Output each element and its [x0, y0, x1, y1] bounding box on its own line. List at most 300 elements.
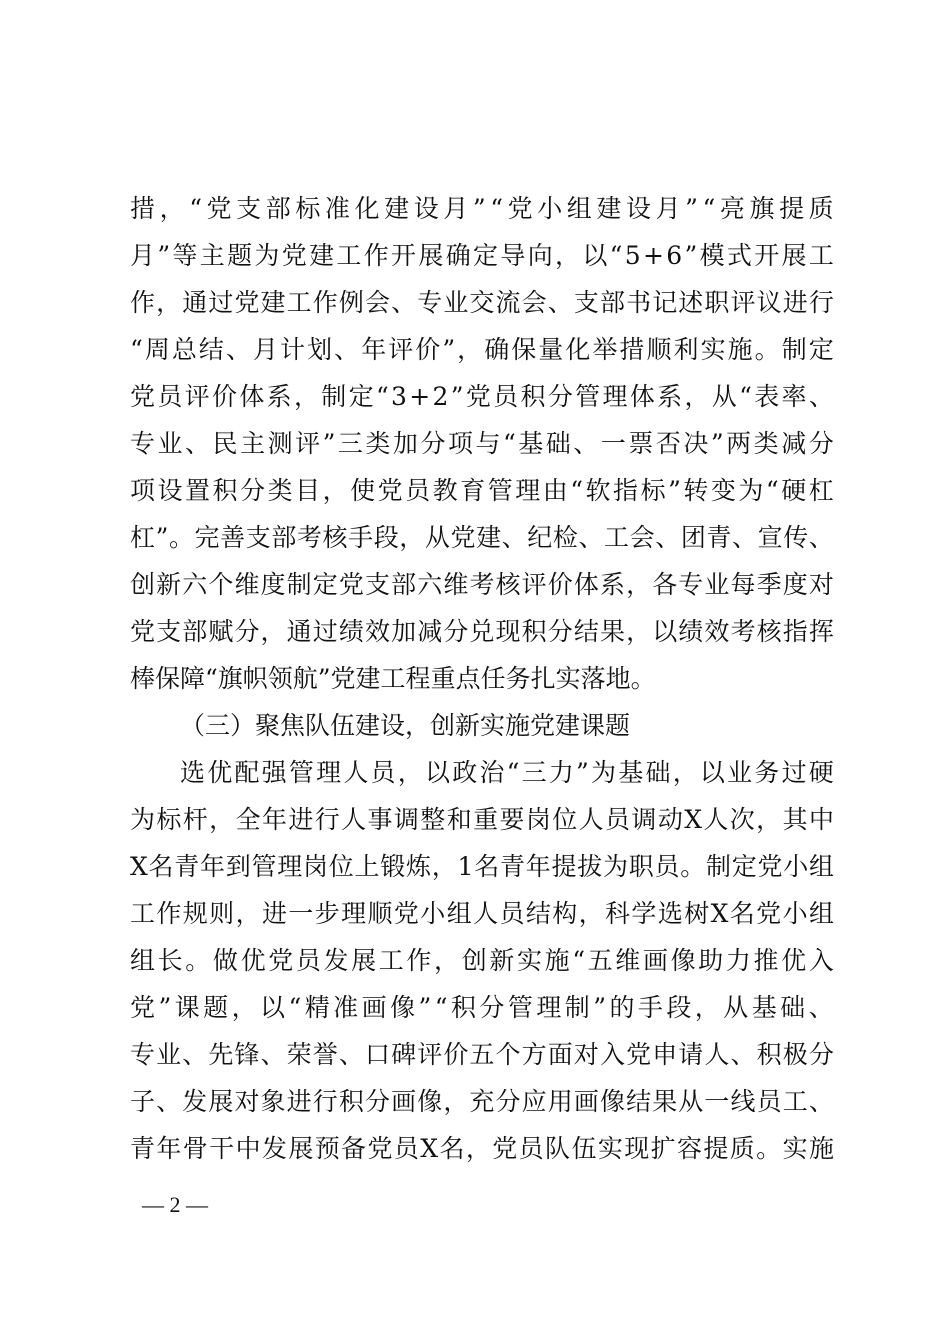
glyph: 面 — [547, 1040, 573, 1069]
glyph: 积 — [450, 993, 476, 1022]
glyph: 则 — [209, 899, 235, 928]
glyph: 选 — [180, 758, 206, 787]
glyph: 育 — [460, 476, 486, 505]
glyph: X — [130, 852, 148, 881]
glyph: 配 — [234, 758, 260, 787]
glyph: 评 — [184, 382, 210, 411]
glyph: “ — [434, 993, 448, 1022]
glyph: 名 — [148, 852, 174, 881]
glyph: 人 — [578, 805, 604, 834]
glyph: 制 — [705, 852, 731, 881]
glyph: 积 — [520, 382, 546, 411]
glyph: 三 — [521, 758, 547, 787]
glyph: 积 — [521, 617, 547, 646]
glyph: 重 — [473, 805, 499, 834]
glyph: 测 — [267, 429, 293, 458]
glyph: 调 — [393, 805, 419, 834]
glyph: 兑 — [469, 617, 495, 646]
glyph: 分 — [808, 429, 834, 458]
glyph: 顺 — [367, 899, 393, 928]
glyph: “ — [189, 194, 202, 223]
glyph: 从 — [424, 523, 450, 552]
glyph: 先 — [208, 1040, 234, 1069]
glyph: 理 — [515, 476, 541, 505]
glyph: 月 — [130, 241, 156, 270]
glyph: 标 — [156, 805, 182, 834]
glyph: 炼 — [406, 852, 432, 881]
glyph: 流 — [495, 288, 521, 317]
glyph: 人 — [704, 1040, 730, 1069]
glyph: 积 — [212, 476, 238, 505]
glyph: ， — [465, 1134, 491, 1163]
glyph: “ — [739, 382, 752, 411]
glyph: 力 — [548, 758, 574, 787]
glyph: 人 — [341, 805, 367, 834]
glyph: 提 — [779, 194, 805, 223]
glyph: 议 — [756, 288, 782, 317]
glyph: 类 — [753, 429, 779, 458]
text-line — [130, 185, 834, 232]
glyph: 备 — [341, 1134, 367, 1163]
glyph: 分 — [479, 993, 505, 1022]
glyph: ” — [442, 335, 456, 364]
glyph: 小 — [783, 852, 809, 881]
glyph: ， — [156, 288, 182, 317]
glyph: 员 — [493, 382, 519, 411]
glyph: 工 — [604, 523, 630, 552]
glyph: 创 — [130, 570, 156, 599]
glyph: 减 — [781, 429, 807, 458]
glyph: 展 — [781, 241, 807, 270]
glyph: ， — [578, 899, 604, 928]
glyph: 、 — [730, 1040, 756, 1069]
glyph: 岗 — [525, 805, 551, 834]
glyph: 价 — [443, 1040, 469, 1069]
glyph: 1 — [457, 852, 474, 881]
glyph: 为 — [591, 758, 617, 787]
glyph: 设 — [625, 194, 651, 223]
glyph: 述 — [678, 288, 704, 317]
glyph: 段 — [666, 993, 692, 1022]
glyph: 每 — [730, 570, 756, 599]
glyph: 人 — [703, 805, 729, 834]
glyph: 实 — [700, 335, 726, 364]
glyph: 提 — [551, 852, 577, 881]
glyph: 施 — [808, 1134, 834, 1163]
glyph: 标 — [640, 476, 666, 505]
glyph: 构 — [552, 899, 578, 928]
glyph: 、 — [573, 429, 599, 458]
glyph: 从 — [723, 993, 749, 1022]
glyph: 以 — [424, 758, 450, 787]
glyph: 管 — [251, 852, 277, 881]
glyph: 制 — [286, 570, 312, 599]
glyph: 题 — [227, 241, 253, 270]
glyph: 以 — [260, 993, 286, 1022]
glyph: 杆 — [182, 805, 208, 834]
glyph: 。 — [756, 1134, 782, 1163]
glyph: 制 — [781, 335, 807, 364]
glyph: 赋 — [208, 617, 234, 646]
glyph: 、 — [260, 1040, 286, 1069]
glyph: 指 — [613, 476, 639, 505]
glyph: 员 — [654, 852, 680, 881]
glyph: 小 — [537, 194, 563, 223]
glyph: 口 — [364, 1040, 390, 1069]
glyph: + — [409, 382, 431, 411]
glyph: 锻 — [380, 852, 406, 881]
page-number: — 2 — — [142, 1192, 208, 1217]
text-line — [130, 1078, 834, 1125]
glyph: 化 — [354, 194, 380, 223]
glyph: 维 — [615, 946, 641, 975]
glyph: 一 — [600, 429, 626, 458]
glyph: 个 — [208, 570, 234, 599]
glyph: 总 — [171, 335, 197, 364]
glyph: 五 — [469, 1040, 495, 1069]
glyph: 价 — [415, 335, 441, 364]
glyph: 年 — [361, 335, 387, 364]
glyph: ， — [431, 852, 457, 881]
glyph: 善 — [220, 523, 246, 552]
glyph: 过 — [312, 617, 338, 646]
glyph: 否 — [655, 429, 681, 458]
text-line — [130, 232, 834, 279]
glyph: 人 — [343, 758, 369, 787]
glyph: 锋 — [234, 1040, 260, 1069]
glyph: 进 — [286, 1087, 312, 1116]
glyph: 分 — [443, 617, 469, 646]
glyph: 标 — [295, 194, 321, 223]
glyph: 创 — [461, 946, 487, 975]
glyph: 度 — [260, 570, 286, 599]
glyph: 画 — [573, 1087, 599, 1116]
glyph: 从 — [678, 1087, 704, 1116]
glyph: + — [642, 241, 664, 270]
glyph: 组 — [130, 946, 156, 975]
glyph: 通 — [182, 288, 208, 317]
glyph: ” — [158, 993, 172, 1022]
text-line — [130, 1125, 834, 1172]
glyph: 、 — [808, 993, 834, 1022]
glyph: 步 — [314, 899, 340, 928]
glyph: 绩 — [338, 617, 364, 646]
glyph: ， — [457, 335, 483, 364]
glyph: 拔 — [577, 852, 603, 881]
glyph: 础 — [780, 993, 806, 1022]
glyph: 行 — [312, 1087, 338, 1116]
glyph: 5 — [624, 241, 641, 270]
glyph: 管 — [507, 993, 533, 1022]
glyph: “ — [502, 429, 516, 458]
glyph: 业 — [157, 429, 183, 458]
glyph: 为 — [602, 852, 628, 881]
glyph: 理 — [277, 852, 303, 881]
glyph: 础 — [545, 429, 571, 458]
glyph: 党 — [338, 570, 364, 599]
glyph: 部 — [391, 570, 417, 599]
glyph: 建 — [476, 523, 502, 552]
glyph: 加 — [391, 617, 417, 646]
glyph: 和 — [446, 805, 472, 834]
glyph: 工 — [130, 899, 156, 928]
glyph: 硬 — [808, 758, 834, 787]
glyph: 实 — [516, 946, 542, 975]
glyph: 会 — [364, 288, 390, 317]
glyph: 过 — [208, 288, 234, 317]
glyph: 分 — [234, 617, 260, 646]
glyph: 体 — [629, 382, 655, 411]
glyph: 理 — [341, 899, 367, 928]
text-line — [130, 937, 834, 984]
section-heading: （三）聚焦队伍建设，创新实施党建课题 — [180, 711, 631, 740]
text-line — [130, 420, 834, 467]
glyph: ” — [710, 429, 724, 458]
glyph: 通 — [286, 617, 312, 646]
glyph: 顺 — [646, 335, 672, 364]
glyph: 模 — [699, 241, 725, 270]
glyph: 类 — [365, 429, 391, 458]
glyph: 向 — [527, 241, 553, 270]
glyph: 计 — [280, 335, 306, 364]
glyph: 作 — [363, 241, 389, 270]
glyph: 小 — [420, 899, 446, 928]
glyph: “ — [572, 946, 586, 975]
glyph: ” — [418, 993, 432, 1022]
glyph: 进 — [782, 288, 808, 317]
glyph: 助 — [698, 946, 724, 975]
glyph: 像 — [599, 1087, 625, 1116]
glyph: 3 — [391, 382, 407, 411]
glyph: 团 — [680, 523, 706, 552]
glyph: 系 — [266, 382, 292, 411]
glyph: 设 — [413, 194, 439, 223]
glyph: 等 — [172, 241, 198, 270]
glyph: 硬 — [781, 476, 807, 505]
glyph: 年 — [525, 852, 551, 881]
glyph: ， — [397, 758, 423, 787]
glyph: 进 — [261, 899, 287, 928]
glyph: 党 — [377, 476, 403, 505]
glyph: 。 — [754, 335, 780, 364]
glyph: ， — [159, 194, 185, 223]
glyph: 像 — [417, 1087, 443, 1116]
glyph: 评 — [388, 335, 414, 364]
glyph: 工 — [336, 241, 362, 270]
glyph: 员 — [405, 476, 431, 505]
glyph: 党 — [234, 288, 260, 317]
glyph: 过 — [781, 758, 807, 787]
glyph: 党 — [492, 1134, 518, 1163]
glyph: 月 — [443, 194, 469, 223]
glyph: X — [684, 805, 703, 834]
glyph: 会 — [629, 523, 655, 552]
glyph: 制 — [321, 382, 347, 411]
glyph: 维 — [443, 570, 469, 599]
glyph: 、 — [391, 288, 417, 317]
glyph: 积 — [756, 1040, 782, 1069]
glyph: 发 — [261, 1134, 287, 1163]
glyph: 用 — [547, 1087, 573, 1116]
glyph: 力 — [725, 946, 751, 975]
glyph: 发 — [323, 946, 349, 975]
glyph: 、 — [578, 523, 604, 552]
glyph: 、 — [501, 523, 527, 552]
glyph: 调 — [631, 805, 657, 834]
glyph: 例 — [338, 288, 364, 317]
glyph: 党 — [367, 1134, 393, 1163]
glyph: 基 — [518, 429, 544, 458]
glyph: 强 — [261, 758, 287, 787]
glyph: 优 — [240, 946, 266, 975]
glyph: 工 — [808, 241, 834, 270]
glyph: 分 — [495, 1087, 521, 1116]
glyph: 专 — [417, 288, 443, 317]
glyph: 业 — [156, 1040, 182, 1069]
glyph: 中 — [235, 1134, 261, 1163]
glyph: 绩 — [678, 617, 704, 646]
glyph: 部 — [599, 288, 625, 317]
glyph: 干 — [209, 1134, 235, 1163]
glyph: 像 — [390, 993, 416, 1022]
glyph: 为 — [738, 476, 764, 505]
glyph: 加 — [392, 429, 418, 458]
glyph: 果 — [599, 617, 625, 646]
glyph: “ — [288, 993, 302, 1022]
glyph: 支 — [364, 570, 390, 599]
glyph: 管 — [487, 476, 513, 505]
text-line — [130, 561, 834, 608]
glyph: 决 — [683, 429, 709, 458]
glyph: 名 — [729, 899, 755, 928]
glyph: 、 — [808, 1087, 834, 1116]
glyph: 核 — [495, 570, 521, 599]
glyph: 、 — [732, 523, 758, 552]
glyph: 交 — [469, 288, 495, 317]
glyph: 挥 — [808, 617, 834, 646]
glyph: 与 — [475, 429, 501, 458]
glyph: 制 — [564, 993, 590, 1022]
glyph: 优 — [207, 758, 233, 787]
glyph: 党 — [393, 899, 419, 928]
glyph: 评 — [730, 288, 756, 317]
glyph: 入 — [808, 946, 834, 975]
glyph: 党 — [281, 241, 307, 270]
glyph: ， — [293, 382, 319, 411]
glyph: 党 — [507, 194, 533, 223]
glyph: 到 — [225, 852, 251, 881]
glyph: 核 — [756, 617, 782, 646]
glyph: 业 — [704, 570, 730, 599]
glyph: 位 — [552, 805, 578, 834]
glyph: 优 — [781, 946, 807, 975]
glyph: “ — [570, 476, 584, 505]
glyph: 周 — [144, 335, 170, 364]
glyph: ， — [756, 805, 782, 834]
glyph: X — [710, 899, 729, 928]
glyph: 记 — [652, 288, 678, 317]
glyph: 变 — [710, 476, 736, 505]
glyph: 举 — [592, 335, 618, 364]
glyph: 工 — [378, 946, 404, 975]
glyph: 党 — [206, 194, 232, 223]
glyph: 现 — [495, 617, 521, 646]
glyph: 科 — [605, 899, 631, 928]
glyph: 化 — [565, 335, 591, 364]
glyph: 青 — [130, 1134, 156, 1163]
glyph: 现 — [624, 1134, 650, 1163]
glyph: 题 — [203, 993, 229, 1022]
glyph: ” — [157, 241, 171, 270]
glyph: 建 — [260, 288, 286, 317]
glyph: 划 — [307, 335, 333, 364]
glyph: 各 — [652, 570, 678, 599]
glyph: 维 — [234, 570, 260, 599]
glyph: 进 — [288, 805, 314, 834]
glyph: 申 — [652, 1040, 678, 1069]
glyph: 名 — [474, 852, 500, 881]
glyph: 选 — [657, 899, 683, 928]
glyph: 置 — [185, 476, 211, 505]
glyph: ” — [576, 758, 589, 787]
glyph: 主 — [240, 429, 266, 458]
glyph: 宣 — [757, 523, 783, 552]
glyph: 五 — [587, 946, 613, 975]
glyph: 部 — [271, 523, 297, 552]
glyph: X — [420, 1134, 439, 1163]
text-line — [130, 984, 834, 1031]
glyph: 减 — [417, 617, 443, 646]
glyph: 量 — [538, 335, 564, 364]
glyph: 部 — [182, 617, 208, 646]
glyph: 、 — [334, 335, 360, 364]
glyph: 青 — [174, 852, 200, 881]
glyph: 6 — [666, 241, 683, 270]
glyph: 容 — [677, 1134, 703, 1163]
glyph: “ — [702, 194, 716, 223]
glyph: 月 — [655, 194, 681, 223]
glyph: 果 — [652, 1087, 678, 1116]
glyph: 年 — [200, 852, 226, 881]
text-line — [130, 373, 834, 420]
glyph: 其 — [782, 805, 808, 834]
glyph: 体 — [573, 570, 599, 599]
glyph: 动 — [657, 805, 683, 834]
glyph: ， — [626, 617, 652, 646]
glyph: 长 — [157, 946, 183, 975]
glyph: 、 — [808, 382, 834, 411]
glyph: 质 — [808, 194, 834, 223]
glyph: ， — [672, 758, 698, 787]
glyph: ， — [209, 805, 235, 834]
glyph: 员 — [157, 382, 183, 411]
glyph: 。 — [185, 946, 211, 975]
glyph: 主 — [199, 241, 225, 270]
glyph: 分 — [547, 617, 573, 646]
glyph: 项 — [447, 429, 473, 458]
glyph: 展 — [351, 946, 377, 975]
glyph: 保 — [511, 335, 537, 364]
glyph: 作 — [156, 899, 182, 928]
glyph: 应 — [521, 1087, 547, 1116]
glyph: 课 — [174, 993, 200, 1022]
text-line — [130, 1031, 834, 1078]
glyph: 提 — [703, 1134, 729, 1163]
glyph: 作 — [312, 288, 338, 317]
glyph: 树 — [684, 899, 710, 928]
glyph: ， — [235, 899, 261, 928]
glyph: 效 — [364, 617, 390, 646]
